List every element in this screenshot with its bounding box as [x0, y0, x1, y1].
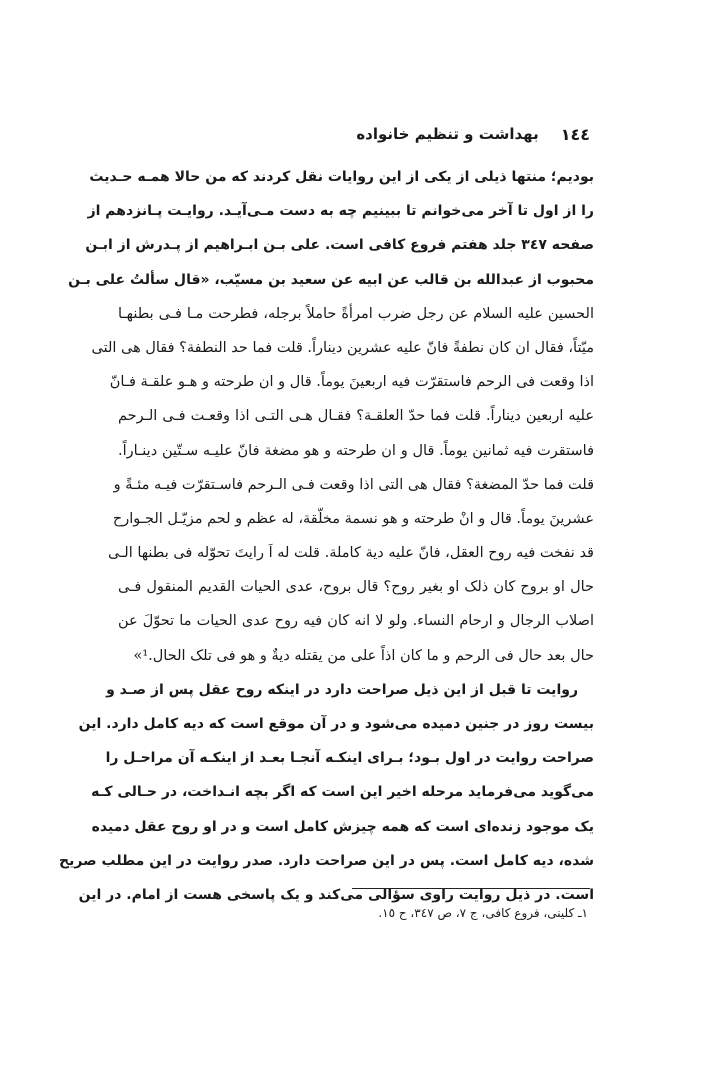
text-line-11: عشرینَ یوماً. قال و انْ طرحته و هو نسمة مخلّقة، له عظم و لحم مزیّـل الجـوارح [112, 510, 594, 527]
text-line-9: فاستقرت فیه ثمانین یوماً. قال و ان طرحته و هو مضغة فانّ علیـه سـتّین دینـاراً. [118, 442, 594, 459]
text-line-12: قد نفخت فیه روح العقل، فانّ علیه دیة کاملة. قلت له اَ رایتَ تحوّله فی بطنها الـی [107, 545, 594, 562]
text-line-1: بودیم؛ منتها ذیلی از یکی از این روایات نقل کردند که من حالا همـه حـدیث [89, 169, 594, 185]
text-line-2: را از اول تا آخر می‌خوانم تا ببینیم چه به دست مـی‌آیـد. روایـت پـانزدهم از [87, 203, 594, 220]
text-line-10: قلت فما حدّ المضغة؟ فقال هی التی اذا وقعت فـی الـرحم فاسـتقرّت فیـه مئـةً و [113, 476, 594, 493]
text-line-19: می‌گوید می‌فرماید مرحله اخیر این است که اگر بچه انـداخت، در حـالی کـه [91, 784, 594, 801]
footnote: ١ـ کلینی، فروع کافی، ج ٧، ص ٣٤٧، ح ١٥. [378, 906, 588, 920]
body-text [59, 160, 594, 912]
text-line-6: میّتاً، فقال ان کان نطفةً فانّ علیه عشرین دیناراً. قلت فما حد النطفة؟ فقال هی التی [91, 339, 594, 356]
text-line-21: شده، دیه کامل است. پس در این صراحت دارد. صدر روایت در این مطلب صریح [59, 852, 594, 869]
text-line-4: محبوب از عبدالله بن قالب عن ابیه عن سعید بن مسیّب، «قال سألتُ علی بـن [68, 271, 594, 288]
text-line-5: الحسین علیه السلام عن رجل ضرب امرأةً حاملاً برجله، فطرحت مـا فـی بطنهـا [118, 305, 594, 322]
footnote-divider [352, 888, 590, 889]
text-line-13: حال او بروح کان ذلک او بغیر روح؟ قال بروح، عدی الحیات القدیم المنقول فـی [118, 579, 594, 596]
text-line-15: حال بعد حال فی الرحم و ما کان اذاً علی من یقتله دیةٌ و هو فی تلک الحال.¹» [133, 647, 594, 664]
running-title: بهداشت و تنظیم خانواده [356, 125, 539, 143]
text-line-8: علیه اربعین دیناراً. قلت فما حدّ العلقـة؟ فقـال هـی التـی اذا وقعـت فـی الـرحم [118, 408, 594, 425]
text-line-7: اذا وقعت فی الرحم فاستقرّت فیه اربعینَ یوماً. قال و ان طرحته و هـو علقـة فـانّ [109, 374, 594, 391]
running-header [120, 122, 590, 146]
text-line-3: صفحه ٣٤٧ جلد هفتم فروع کافی است. علی بـن ابـراهیم از پـدرش از ابـن [85, 237, 594, 254]
text-line-16: روایت تا قبل از این ذیل صراحت دارد در اینکه روح عقل پس از صـد و [106, 681, 578, 698]
text-line-22: است. در ذیل روایت راوی سؤالی می‌کند و یک پاسخی هست از امام. در این [78, 886, 594, 903]
text-line-14: اصلاب الرجال و ارحام النساء. ولو لا انه کان فیه روح عدی الحیات ما تحوّلَ عن [118, 613, 594, 630]
page-number: ١٤٤ [560, 124, 590, 144]
text-line-17: بیست روز در جنین دمیده می‌شود و در آن موقع است که دیه کامل دارد. این [78, 716, 594, 732]
text-line-18: صراحت روایت در اول بـود؛ بـرای اینکـه آنجـا بعـد از اینکـه آن مراحـل را [105, 750, 594, 767]
text-line-20: یک موجود زنده‌ای است که همه چیزش کامل است و در او روح عقل دمیده [91, 818, 594, 835]
